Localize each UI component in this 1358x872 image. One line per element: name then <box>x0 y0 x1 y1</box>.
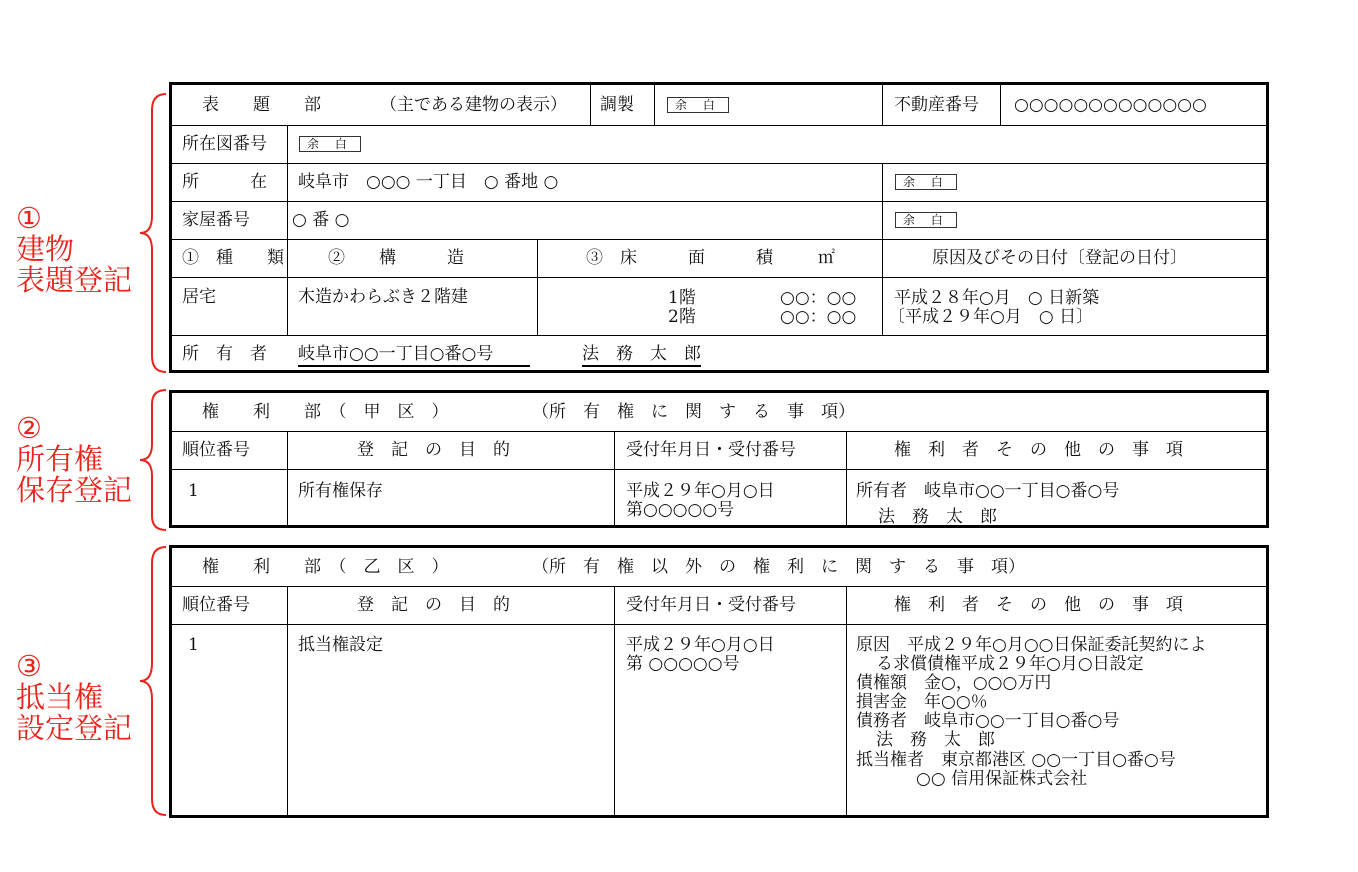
floor1-area: ○○：○○ <box>780 288 857 308</box>
hyodai-header-title: 表 題 部 <box>202 95 321 115</box>
owner-name: 法 務 太 郎 <box>582 344 701 367</box>
otsuku-header-title: 権 利 部 （ 乙 区 ） <box>202 557 449 577</box>
cause-date-line2: 〔平成２９年○月 ○ 日〕 <box>888 307 1094 327</box>
rights-holder-line2: 法 務 太 郎 <box>878 507 997 527</box>
purpose-value: 抵当権設定 <box>298 635 383 655</box>
col-cause-date-header: 原因及びその日付〔登記の日付〕 <box>932 248 1187 268</box>
label-number: ① <box>16 201 42 235</box>
label-ownership-preservation <box>16 413 132 506</box>
col-structure-header: ② 構 造 <box>328 248 464 268</box>
building-type-value: 居宅 <box>182 287 216 307</box>
real-estate-number-value: ○○○○○○○○○○○○○ <box>1014 95 1207 115</box>
real-estate-number-label: 不動産番号 <box>894 95 979 115</box>
rights-line-mortgagee-name: ○○ 信用保証株式会社 <box>916 769 1088 789</box>
location-blank-stamp: 余 白 <box>895 174 957 190</box>
hyodai-register <box>169 82 1269 373</box>
reception-line1: 平成２９年○月○日 <box>626 481 775 501</box>
col-reception-date-number: 受付年月日・受付番号 <box>626 440 796 460</box>
hyodai-header-subtitle: （主である建物の表示） <box>380 95 567 115</box>
rights-line-debtor: 債務者 岐阜市○○一丁目○番○号 <box>856 711 1120 731</box>
col-registration-purpose: 登 記 の 目 的 <box>357 595 510 615</box>
col-rights-holder-matters: 権 利 者 そ の 他 の 事 項 <box>894 595 1183 615</box>
rights-line-debtor-name: 法 務 太 郎 <box>876 730 995 750</box>
rank-number-value: 1 <box>188 635 199 655</box>
col-rank-number: 順位番号 <box>182 595 250 615</box>
rights-line-claim-amount: 債権額 金○，○○○万円 <box>856 673 1052 693</box>
label-line2: 設定登記 <box>16 711 133 745</box>
reception-line2: 第 ○○○○○号 <box>626 654 740 674</box>
label-line1: 所有権 <box>16 442 104 476</box>
kouku-register <box>169 390 1269 528</box>
kouku-header-subtitle: （所 有 権 に 関 す る 事 項） <box>532 402 855 422</box>
reception-line2: 第○○○○○号 <box>626 500 735 520</box>
location-map-number-label: 所在図番号 <box>182 134 267 154</box>
rank-number-value: 1 <box>188 481 199 501</box>
floor2-label: 2階 <box>668 307 696 327</box>
label-line1: 建物 <box>16 232 75 266</box>
label-building-title-registration <box>16 203 132 296</box>
col-registration-purpose: 登 記 の 目 的 <box>357 440 510 460</box>
col-type-header: ① 種 類 <box>182 248 284 268</box>
cause-date-line1: 平成２８年○月 ○ 日新築 <box>894 288 1100 308</box>
chousei-label: 調製 <box>600 95 634 115</box>
label-mortgage-establishment <box>16 651 132 744</box>
floor2-area: ○○：○○ <box>780 307 857 327</box>
otsuku-header-subtitle: （所 有 権 以 外 の 権 利 に 関 す る 事 項） <box>532 557 1025 577</box>
house-number-value: ○ 番 ○ <box>292 210 350 230</box>
house-number-label: 家屋番号 <box>182 210 250 230</box>
label-number: ② <box>16 411 42 445</box>
rights-line-cause: 原因 平成２９年○月○○日保証委託契約によ <box>856 635 1207 655</box>
label-line2: 表題登記 <box>16 263 133 297</box>
col-rank-number: 順位番号 <box>182 440 250 460</box>
location-value: 岐阜市 ○○○ 一丁目 ○ 番地 ○ <box>298 172 559 192</box>
rights-line-mortgagee: 抵当権者 東京都港区 ○○一丁目○番○号 <box>856 750 1176 770</box>
col-reception-date-number: 受付年月日・受付番号 <box>626 595 796 615</box>
rights-line-cause-cont: る求償債権平成２９年○月○日設定 <box>876 654 1144 674</box>
otsuku-register <box>169 545 1269 818</box>
label-line1: 抵当権 <box>16 680 104 714</box>
col-floor-area-unit: ㎡ <box>818 248 835 268</box>
location-map-blank-stamp: 余 白 <box>299 136 361 152</box>
col-floor-area-header: ③ 床 面 積 <box>586 248 773 268</box>
reception-line1: 平成２９年○月○日 <box>626 635 775 655</box>
label-line2: 保存登記 <box>16 473 133 507</box>
col-rights-holder-matters: 権 利 者 そ の 他 の 事 項 <box>894 440 1183 460</box>
purpose-value: 所有権保存 <box>298 481 383 501</box>
chousei-blank-stamp: 余 白 <box>667 97 729 113</box>
house-number-blank-stamp: 余 白 <box>895 212 957 228</box>
owner-address: 岐阜市○○一丁目○番○号 <box>298 344 530 367</box>
rights-holder-line1: 所有者 岐阜市○○一丁目○番○号 <box>856 481 1120 501</box>
location-label: 所 在 <box>182 172 267 192</box>
floor1-label: 1階 <box>668 288 696 308</box>
rights-line-damages: 損害金 年○○％ <box>856 692 988 712</box>
label-number: ③ <box>16 649 42 683</box>
kouku-header-title: 権 利 部 （ 甲 区 ） <box>202 402 449 422</box>
structure-value: 木造かわらぶき２階建 <box>298 287 468 307</box>
owner-label: 所 有 者 <box>182 344 267 364</box>
